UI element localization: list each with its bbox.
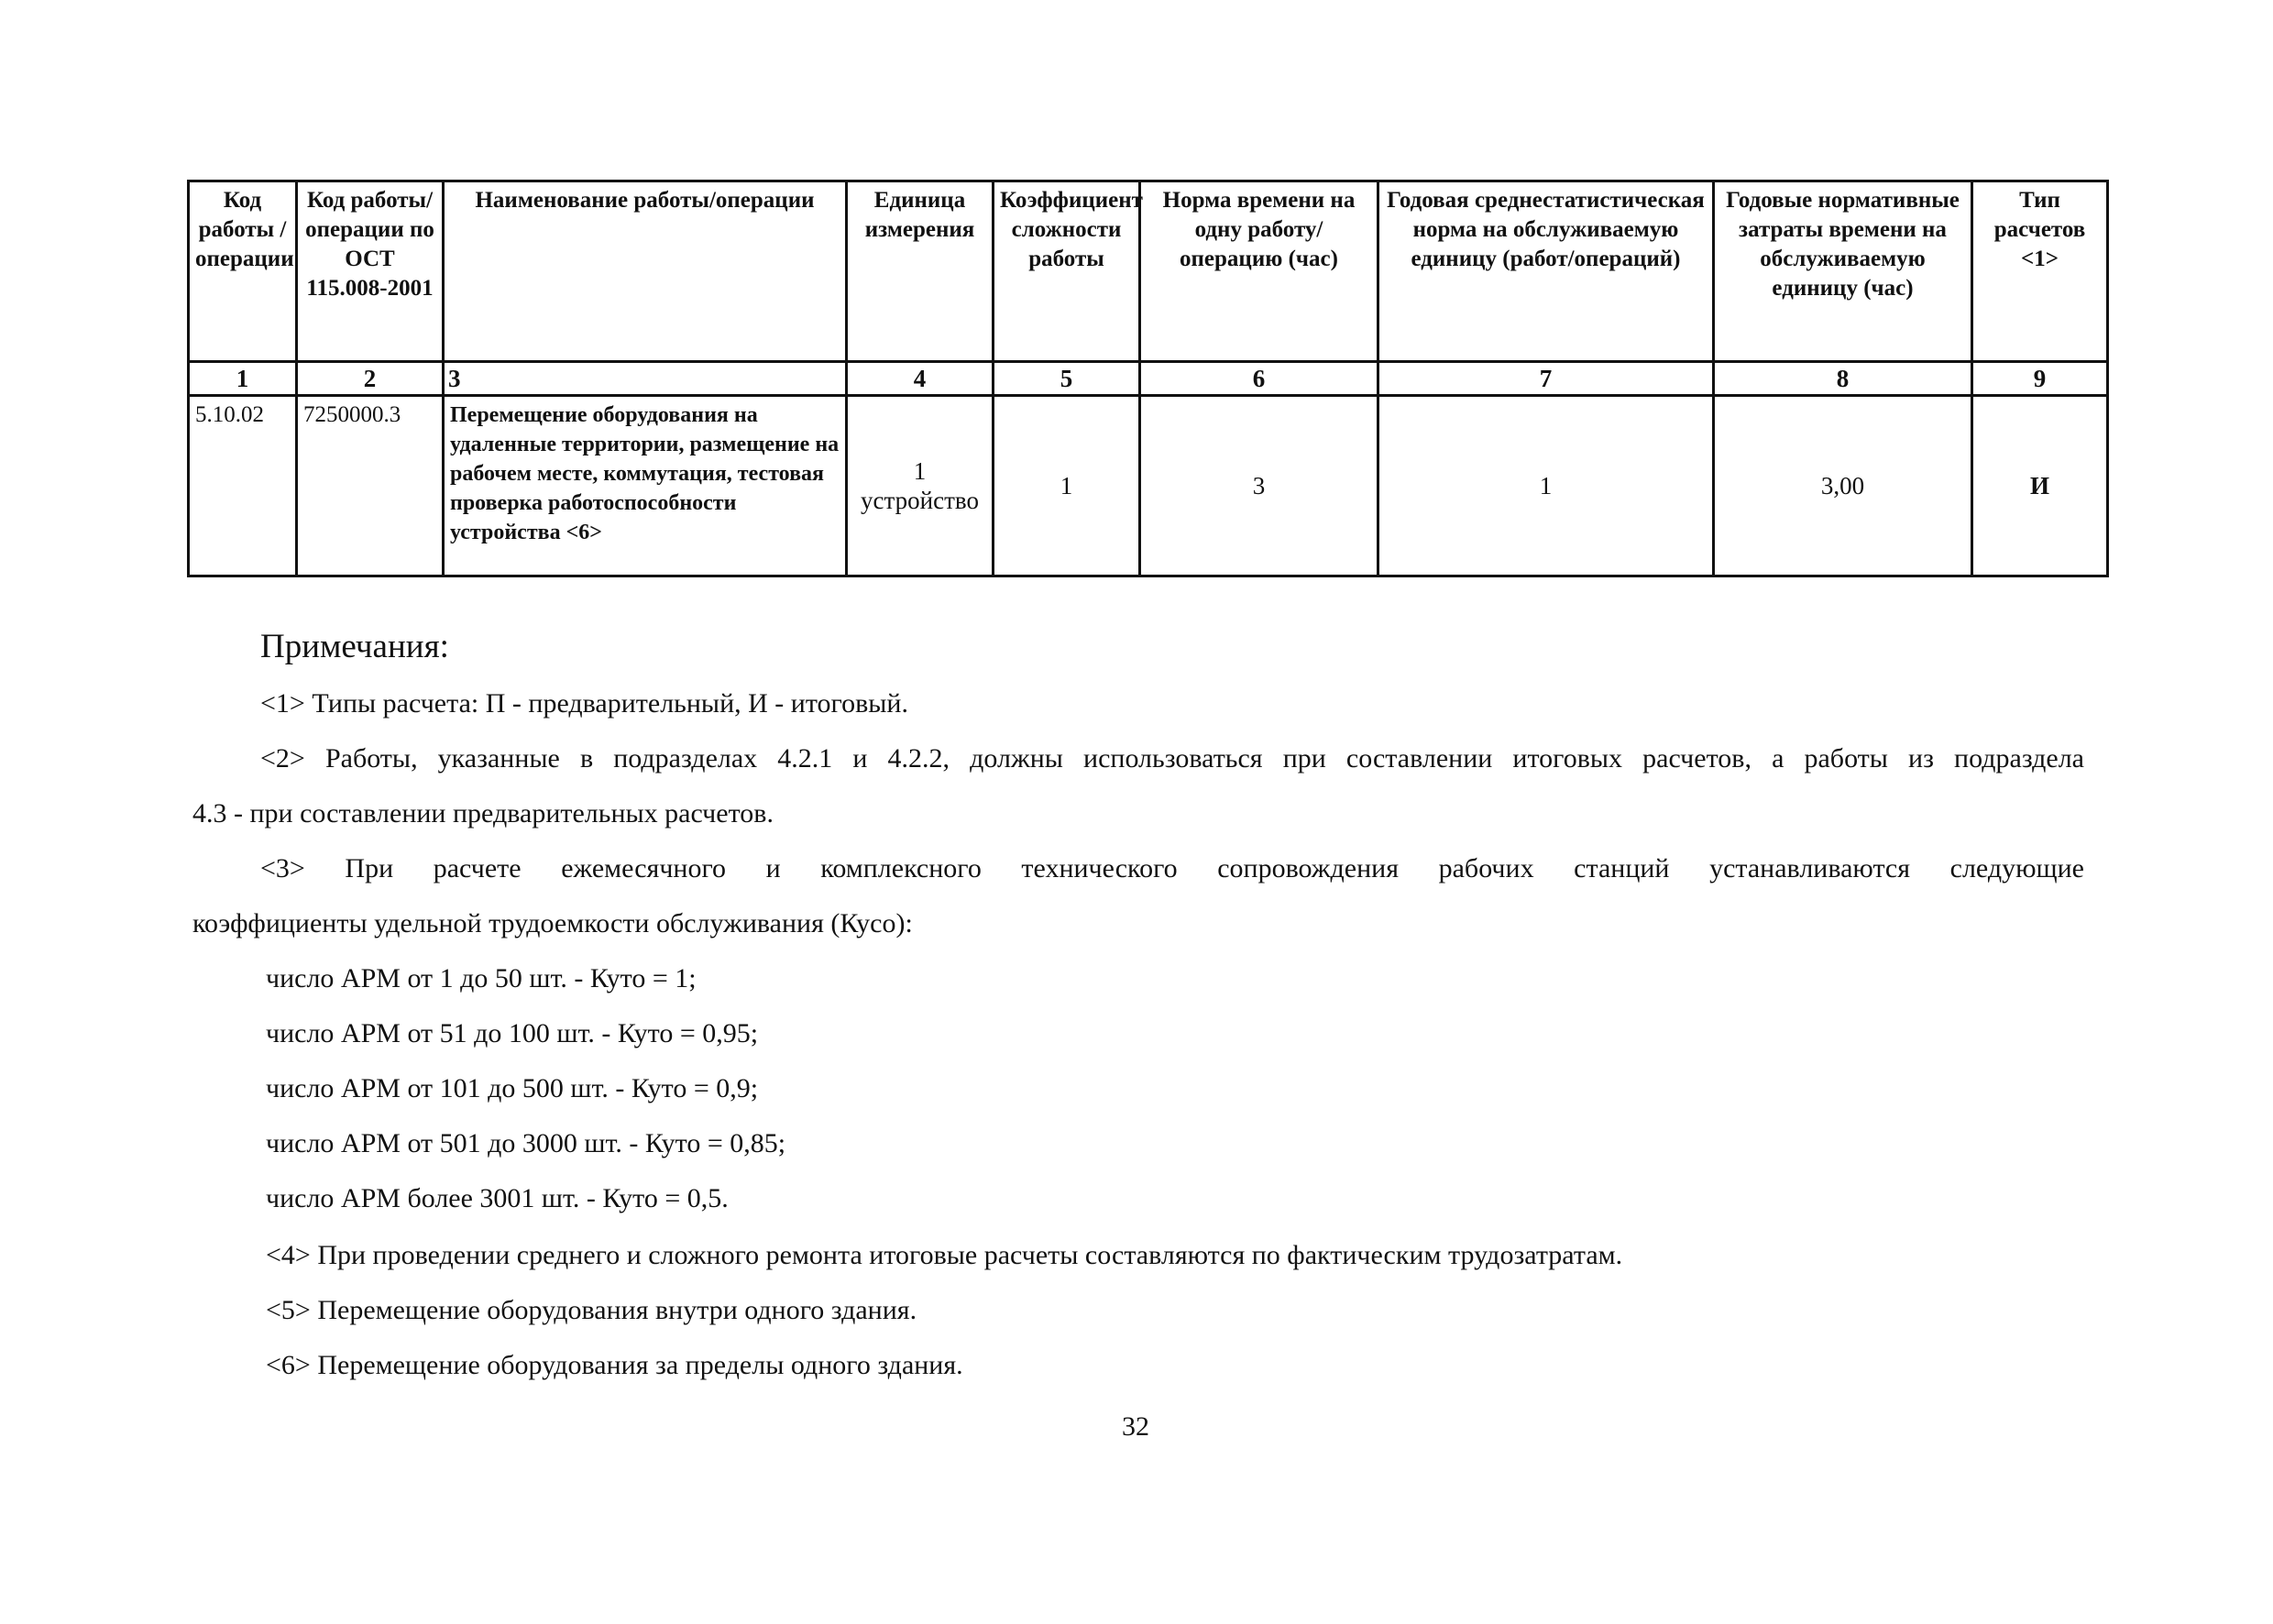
header-name: Наименование работы/операции xyxy=(444,181,847,362)
coefficient-5: число АРМ более 3001 шт. - Куто = 0,5. xyxy=(266,1183,729,1213)
coefficient-4: число АРМ от 501 до 3000 шт. - Куто = 0,85; xyxy=(266,1128,786,1158)
norms-table xyxy=(187,180,2109,577)
coefficient-3: число АРМ от 101 до 500 шт. - Куто = 0,9; xyxy=(266,1073,759,1103)
header-annual-time: Годовые нормативные затраты времени на обслуживаемую единицу (час) xyxy=(1714,181,1972,362)
column-number: 3 xyxy=(444,362,847,396)
header-complexity: Коэффициент сложности работы xyxy=(994,181,1140,362)
column-number: 7 xyxy=(1378,362,1714,396)
note-2-line-2: 4.3 - при составлении предварительных расчетов. xyxy=(192,798,774,828)
header-time-norm: Норма времени на одну работу/операцию (час) xyxy=(1140,181,1378,362)
cell-unit-label: устройство xyxy=(861,487,979,514)
coefficient-2: число АРМ от 51 до 100 шт. - Куто = 0,95; xyxy=(266,1018,759,1048)
page-number: 32 xyxy=(1122,1411,1149,1442)
column-number: 9 xyxy=(1972,362,2108,396)
note-3-line-2: коэффициенты удельной трудоемкости обслуживания (Кусо): xyxy=(192,908,913,938)
note-4: <4> При проведении среднего и сложного ремонта итоговые расчеты составляются по фактическим трудозатратам. xyxy=(266,1240,1623,1270)
cell-unit xyxy=(847,396,994,576)
table-header-row xyxy=(189,181,2108,362)
note-5: <5> Перемещение оборудования внутри одного здания. xyxy=(266,1295,917,1325)
cell-ost-code: 7250000.3 xyxy=(297,396,444,576)
column-number: 2 xyxy=(297,362,444,396)
header-calc-type: Тип расчетов <1> xyxy=(1972,181,2108,362)
cell-name: Перемещение оборудования на удаленные территории, размещение на рабочем месте, коммутация, тестовая проверка работоспособности устройства <6> xyxy=(444,396,847,576)
column-number: 8 xyxy=(1714,362,1972,396)
column-number-row xyxy=(189,362,2108,396)
table-row xyxy=(189,396,2108,576)
coefficient-1: число АРМ от 1 до 50 шт. - Куто = 1; xyxy=(266,963,697,993)
note-1: <1> Типы расчета: П - предварительный, И - итоговый. xyxy=(260,688,908,719)
header-unit: Единица измерения xyxy=(847,181,994,362)
header-annual-norm: Годовая среднестатистическая норма на обслуживаемую единицу (работ/операций) xyxy=(1378,181,1714,362)
cell-calc-type: И xyxy=(1972,396,2108,576)
cell-annual-norm: 1 xyxy=(1378,396,1714,576)
note-6: <6> Перемещение оборудования за пределы одного здания. xyxy=(266,1350,963,1380)
cell-complexity: 1 xyxy=(994,396,1140,576)
notes-title: Примечания: xyxy=(260,628,449,665)
cell-time-norm: 3 xyxy=(1140,396,1378,576)
header-code: Код работы /операции xyxy=(189,181,297,362)
column-number: 1 xyxy=(189,362,297,396)
cell-annual-time: 3,00 xyxy=(1714,396,1972,576)
column-number: 5 xyxy=(994,362,1140,396)
cell-code: 5.10.02 xyxy=(189,396,297,576)
column-number: 4 xyxy=(847,362,994,396)
header-ost-code: Код работы/операции по ОСТ 115.008-2001 xyxy=(297,181,444,362)
column-number: 6 xyxy=(1140,362,1378,396)
note-2-line-1: <2> Работы, указанные в подразделах 4.2.1 и 4.2.2, должны использоваться при составлении итоговых расчетов, а работы из подраздела xyxy=(260,743,2084,774)
note-3-line-1: <3> При расчете ежемесячного и комплексного технического сопровождения рабочих станций устанавливаются следующие xyxy=(260,853,2084,883)
cell-unit-qty: 1 xyxy=(913,457,927,485)
